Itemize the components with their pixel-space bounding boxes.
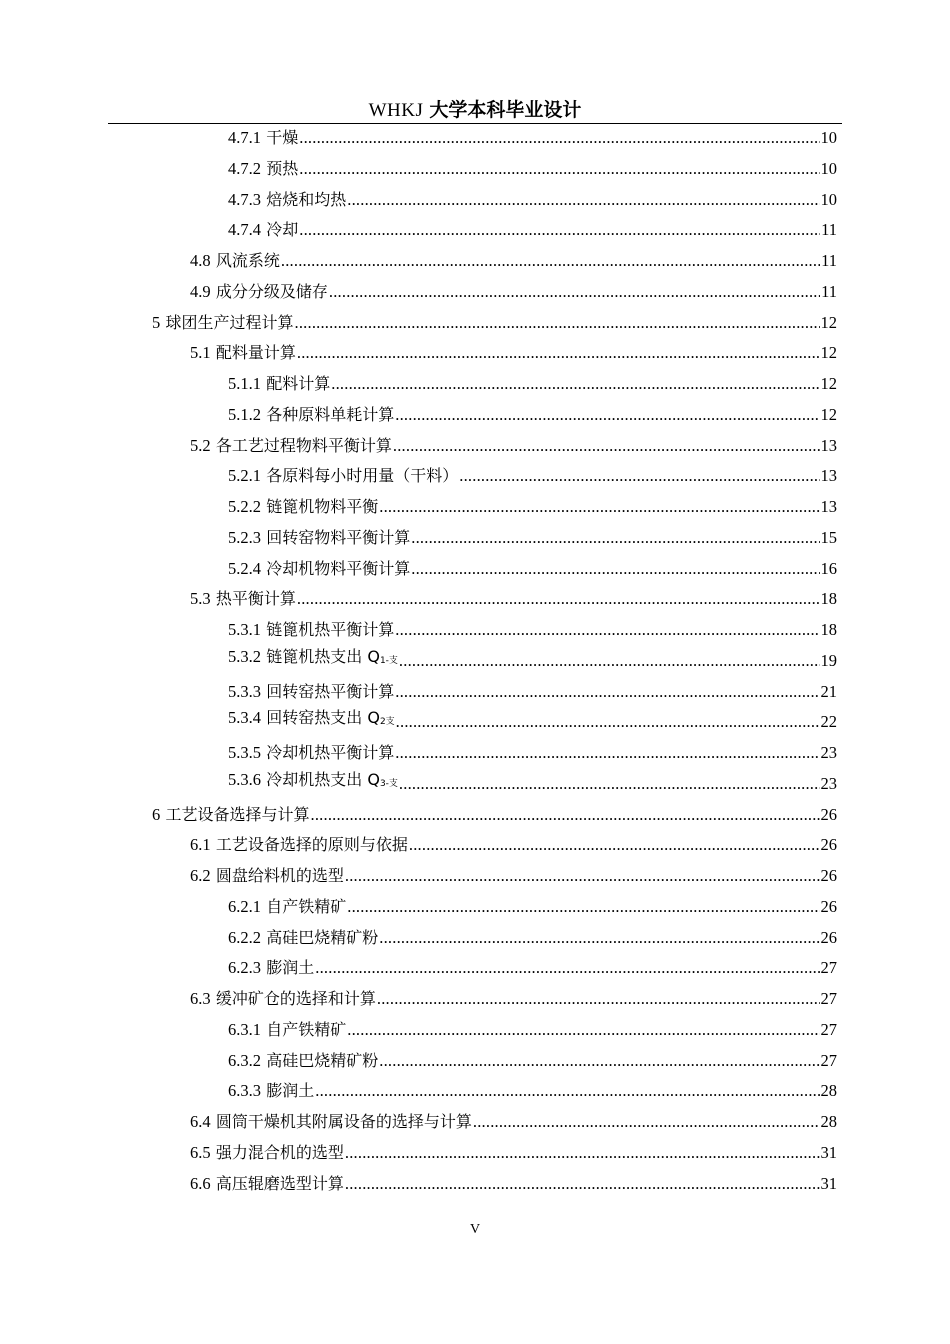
toc-entry-page: 12 [820, 343, 837, 363]
toc-dot-leader [396, 707, 820, 737]
toc-entry-title: 自产铁精矿 [266, 1019, 347, 1039]
toc-entry-number: 5.3.3 [228, 681, 261, 701]
toc-entry-title: 高压辊磨选型计算 [215, 1173, 344, 1193]
toc-entry-label [228, 892, 346, 922]
toc-entry-title: 强力混合机的选型 [215, 1142, 344, 1162]
toc-entry-number: 4.7.4 [228, 220, 261, 240]
toc-entry-page: 12 [820, 374, 837, 393]
toc-entry-title: 高硅巴烧精矿粉 [266, 1050, 379, 1070]
toc-entry-page: 23 [820, 743, 837, 762]
toc-entry[interactable] [190, 277, 837, 307]
toc-entry[interactable] [228, 400, 837, 430]
toc-entry-number: 6.2.3 [228, 958, 261, 978]
toc-entry-page: 22 [820, 712, 837, 732]
toc-entry[interactable] [152, 308, 837, 338]
toc-entry-page: 27 [820, 958, 837, 978]
toc-entry-label [228, 554, 410, 584]
toc-entry[interactable] [228, 215, 837, 245]
toc-entry-page: 26 [820, 866, 837, 885]
toc-entry-title: 冷却机热支出 Q [266, 769, 380, 789]
toc-entry-subscript: 1-支 [379, 655, 398, 666]
toc-entry-subscript: 3-支 [379, 778, 398, 789]
toc-entry-title: 工艺设备选择的原则与依据 [215, 835, 408, 855]
toc-entry-number: 5.1.2 [228, 404, 261, 424]
toc-entry-number: 6.2.2 [228, 927, 261, 947]
toc-entry[interactable] [190, 984, 837, 1014]
toc-entry-page: 21 [820, 681, 837, 701]
toc-entry-label [228, 523, 410, 553]
toc-entry-page: 11 [821, 281, 837, 301]
toc-entry-title: 焙烧和均热 [266, 189, 347, 209]
toc-entry[interactable] [228, 185, 837, 215]
toc-entry-title: 高硅巴烧精矿粉 [266, 927, 379, 947]
toc-entry[interactable] [190, 861, 837, 891]
toc-entry-title: 各原料每小时用量（干料） [266, 466, 459, 486]
toc-entry[interactable] [228, 677, 837, 707]
toc-entry-number: 6.1 [190, 835, 211, 855]
toc-dot-leader [399, 769, 820, 799]
toc-entry-number: 6.4 [190, 1112, 211, 1131]
toc-entry-label [228, 923, 378, 953]
toc-dot-leader [411, 554, 819, 584]
toc-entry-label [190, 338, 296, 368]
toc-entry-page: 18 [820, 589, 837, 609]
toc-entry-title: 回转窑热支出 Q [266, 708, 380, 728]
toc-dot-leader [329, 277, 820, 307]
toc-entry-number: 4.7.1 [228, 128, 261, 147]
toc-entry[interactable] [228, 523, 837, 553]
toc-entry-page: 28 [820, 1081, 837, 1101]
toc-entry-page: 10 [820, 189, 837, 209]
toc-entry-title: 膨润土 [266, 958, 315, 978]
toc-dot-leader [395, 738, 819, 768]
toc-entry-label [228, 738, 394, 768]
toc-entry-number: 6.3 [190, 989, 211, 1008]
toc-entry-label [228, 677, 394, 707]
toc-dot-leader [395, 615, 819, 645]
toc-entry[interactable] [228, 1076, 837, 1106]
toc-entry-label [190, 830, 408, 860]
toc-entry-label [152, 308, 294, 338]
toc-entry-title: 成分分级及储存 [215, 281, 328, 301]
toc-entry-label [190, 1138, 344, 1168]
toc-entry-number: 6 [152, 804, 161, 824]
toc-entry[interactable] [190, 246, 837, 276]
toc-dot-leader [299, 154, 819, 184]
toc-entry-label [228, 1076, 314, 1106]
toc-entry-number: 5.3.4 [228, 708, 261, 728]
toc-dot-leader [295, 308, 820, 338]
toc-entry-label [190, 861, 344, 891]
toc-entry-label [228, 215, 298, 245]
header-title: 大学本科毕业设计 [429, 99, 582, 121]
toc-entry-label [228, 154, 298, 184]
toc-entry-label [190, 431, 392, 461]
toc-entry[interactable] [228, 923, 837, 953]
toc-entry[interactable] [228, 492, 837, 522]
toc-dot-leader [299, 215, 820, 245]
toc-dot-leader [299, 123, 819, 153]
toc-entry-title: 配料计算 [266, 374, 331, 393]
toc-entry-title: 圆盘给料机的选型 [215, 866, 344, 885]
toc-entry-title: 配料量计算 [215, 343, 296, 363]
page-number: V [469, 1222, 481, 1237]
toc-entry-page: 27 [820, 1050, 837, 1070]
toc-entry-label [190, 277, 328, 307]
toc-entry-page: 27 [820, 989, 837, 1008]
toc-entry-label [228, 615, 394, 645]
toc-dot-leader [379, 923, 819, 953]
toc-entry-number: 6.2 [190, 866, 211, 885]
toc-entry-label [228, 123, 298, 153]
toc-entry[interactable] [152, 800, 837, 830]
toc-entry-number: 6.6 [190, 1173, 211, 1193]
toc-entry-title: 预热 [266, 158, 299, 178]
toc-entry-label [228, 461, 458, 491]
toc-entry-number: 5.1.1 [228, 374, 261, 393]
toc-entry-title: 链篦机物料平衡 [266, 497, 379, 516]
toc-entry[interactable] [190, 584, 837, 614]
toc-entry-title: 球团生产过程计算 [165, 312, 294, 332]
toc-dot-leader [345, 861, 820, 891]
toc-dot-leader [281, 246, 820, 276]
toc-entry[interactable] [228, 1046, 837, 1076]
toc-entry[interactable] [228, 615, 837, 645]
toc-entry-label [228, 642, 398, 676]
toc-dot-leader [379, 492, 819, 522]
toc-dot-leader [395, 400, 819, 430]
toc-dot-leader [315, 1076, 819, 1106]
toc-entry-label [228, 765, 398, 799]
toc-entry-number: 5.2 [190, 435, 211, 455]
toc-entry-label [228, 369, 330, 399]
page-header [108, 98, 842, 122]
toc-entry-page: 15 [820, 527, 837, 547]
toc-entry[interactable] [190, 338, 837, 368]
toc-entry[interactable] [228, 154, 837, 184]
toc-entry-title: 干燥 [266, 128, 299, 147]
toc-entry[interactable] [228, 554, 837, 584]
toc-dot-leader [393, 431, 820, 461]
toc-entry[interactable] [228, 738, 837, 768]
toc-entry-page: 10 [820, 128, 837, 147]
toc-entry-number: 5.3 [190, 589, 211, 609]
toc-entry-title: 各种原料单耗计算 [266, 404, 395, 424]
toc-entry[interactable] [190, 1169, 837, 1199]
toc-entry-label [190, 1169, 344, 1199]
toc-dot-leader [347, 185, 819, 215]
toc-entry-page: 26 [820, 804, 837, 824]
toc-entry-label [190, 1107, 472, 1137]
toc-entry-page: 16 [820, 558, 837, 578]
toc-entry-title: 工艺设备选择与计算 [165, 804, 310, 824]
toc-entry[interactable] [190, 431, 837, 461]
toc-entry-title: 链篦机热支出 Q [266, 646, 380, 666]
toc-entry-page: 12 [820, 312, 837, 332]
toc-entry-number: 5.3.5 [228, 743, 261, 762]
toc-entry-title: 回转窑物料平衡计算 [266, 527, 411, 547]
toc-entry-number: 4.7.2 [228, 158, 261, 178]
toc-entry-number: 5.2.3 [228, 527, 261, 547]
toc-entry-page: 13 [820, 497, 837, 516]
toc-entry-page: 31 [820, 1142, 837, 1162]
toc-entry-page: 23 [820, 773, 837, 793]
toc-entry-page: 26 [820, 927, 837, 947]
toc-entry[interactable] [228, 461, 837, 491]
toc-dot-leader [315, 953, 819, 983]
toc-entry[interactable] [190, 830, 837, 860]
toc-entry-number: 6.3.1 [228, 1019, 261, 1039]
toc-entry-title: 冷却机物料平衡计算 [266, 558, 411, 578]
toc-entry-page: 12 [820, 404, 837, 424]
toc-dot-leader [377, 984, 820, 1014]
toc-entry-page: 26 [820, 835, 837, 855]
toc-entry-number: 6.2.1 [228, 896, 261, 916]
toc-entry-label [152, 800, 310, 830]
toc-entry-page: 13 [820, 435, 837, 455]
toc-dot-leader [297, 584, 820, 614]
toc-dot-leader [459, 461, 819, 491]
toc-dot-leader [379, 1046, 819, 1076]
toc-entry-page: 19 [820, 650, 837, 670]
toc-entry-page: 28 [820, 1112, 837, 1131]
toc-entry-page: 11 [821, 220, 837, 240]
toc-entry-number: 6.5 [190, 1142, 211, 1162]
toc-dot-leader [331, 369, 819, 399]
toc-dot-leader [347, 892, 819, 922]
toc-entry[interactable] [228, 1015, 837, 1045]
toc-entry-number: 5.3.1 [228, 620, 261, 639]
header-latin: WHKJ [368, 100, 424, 121]
toc-entry-number: 5.3.2 [228, 646, 261, 666]
toc-entry-number: 6.3.3 [228, 1081, 261, 1101]
toc-entry-number: 5.2.4 [228, 558, 261, 578]
toc-entry[interactable] [228, 707, 837, 737]
toc-entry-page: 31 [820, 1173, 837, 1193]
toc-entry-number: 6.3.2 [228, 1050, 261, 1070]
toc-entry[interactable] [228, 369, 837, 399]
toc-entry[interactable] [228, 769, 837, 799]
toc-entry-subscript: 2支 [379, 717, 395, 728]
toc-entry-title: 缓冲矿仓的选择和计算 [215, 989, 376, 1008]
toc-entry-title: 回转窑热平衡计算 [266, 681, 395, 701]
toc-entry-page: 18 [820, 620, 837, 639]
toc-entry-title: 冷却机热平衡计算 [266, 743, 395, 762]
toc-entry[interactable] [190, 1138, 837, 1168]
toc-entry-number: 5.2.1 [228, 466, 261, 486]
toc-entry[interactable] [228, 953, 837, 983]
toc-entry-title: 各工艺过程物料平衡计算 [215, 435, 392, 455]
toc-entry-title: 链篦机热平衡计算 [266, 620, 395, 639]
toc-entry[interactable] [228, 646, 837, 676]
toc-entry-label [190, 984, 376, 1014]
toc-entry-label [228, 953, 314, 983]
toc-entry-page: 11 [821, 251, 837, 270]
toc-entry-label [190, 584, 296, 614]
toc-entry-number: 4.9 [190, 281, 211, 301]
toc-dot-leader [411, 523, 819, 553]
toc-entry-title: 风流系统 [215, 251, 280, 270]
toc-entry-label [228, 1015, 346, 1045]
toc-dot-leader [297, 338, 820, 368]
toc-entry-number: 4.7.3 [228, 189, 261, 209]
toc-entry-number: 5 [152, 312, 161, 332]
toc-dot-leader [347, 1015, 819, 1045]
toc-entry[interactable] [190, 1107, 837, 1137]
toc-dot-leader [409, 830, 820, 860]
toc-dot-leader [345, 1138, 820, 1168]
toc-entry-page: 27 [820, 1019, 837, 1039]
toc-entry-title: 热平衡计算 [215, 589, 296, 609]
toc-dot-leader [345, 1169, 820, 1199]
toc-entry-number: 5.1 [190, 343, 211, 363]
toc-entry-title: 自产铁精矿 [266, 896, 347, 916]
toc-dot-leader [473, 1107, 820, 1137]
toc-dot-leader [399, 646, 820, 676]
toc-entry-page: 26 [820, 896, 837, 916]
toc-entry[interactable] [228, 892, 837, 922]
toc-entry-label [190, 246, 280, 276]
toc-entry-page: 10 [820, 158, 837, 178]
toc-entry[interactable] [228, 123, 837, 153]
toc-dot-leader [395, 677, 819, 707]
toc-entry-label [228, 1046, 378, 1076]
toc-entry-number: 5.3.6 [228, 769, 261, 789]
toc-entry-page: 13 [820, 466, 837, 486]
toc-entry-title: 圆筒干燥机其附属设备的选择与计算 [215, 1112, 472, 1131]
toc-entry-title: 膨润土 [266, 1081, 315, 1101]
toc-entry-label [228, 400, 394, 430]
toc-entry-label [228, 703, 395, 737]
toc-entry-number: 4.8 [190, 251, 211, 270]
toc-entry-label [228, 185, 346, 215]
toc-entry-label [228, 492, 378, 522]
toc-entry-title: 冷却 [266, 220, 299, 240]
toc-entry-number: 5.2.2 [228, 497, 261, 516]
toc-dot-leader [311, 800, 820, 830]
